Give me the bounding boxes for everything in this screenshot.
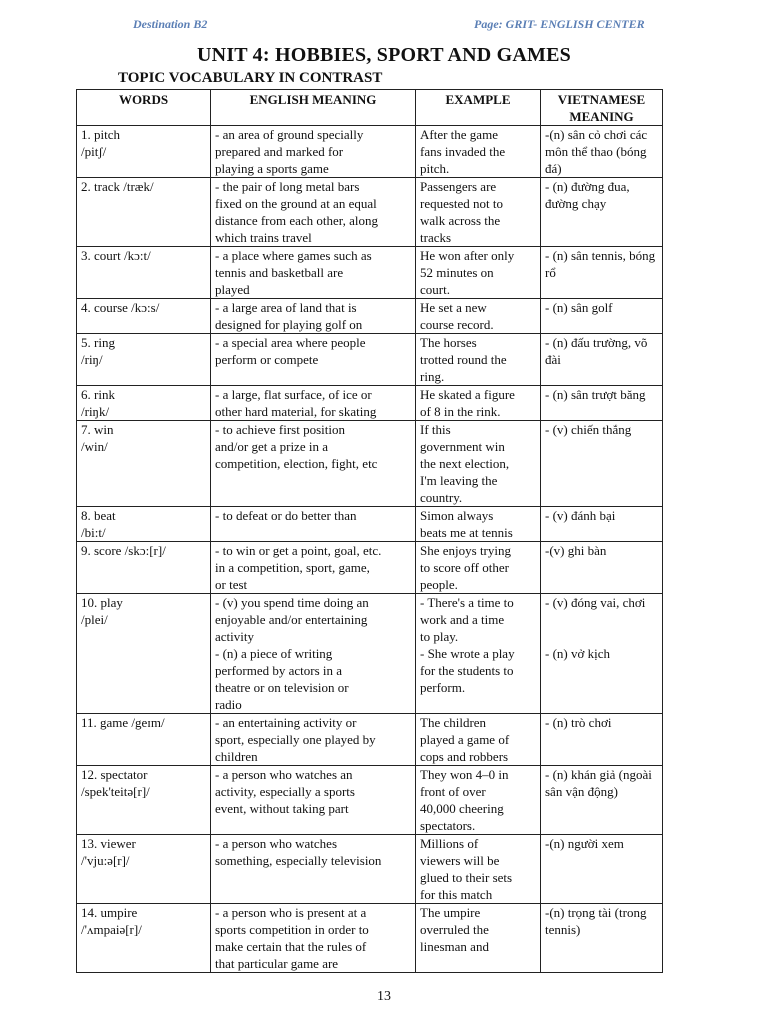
cell-line: work and a time [420, 612, 505, 627]
cell-line: country. [420, 490, 463, 505]
cell-line: 1. pitch [81, 127, 120, 142]
column-header-english-meaning: ENGLISH MEANING [211, 90, 416, 126]
cell-example [416, 334, 541, 386]
topic-title: TOPIC VOCABULARY IN CONTRAST [118, 70, 383, 86]
cell-line: to play. [420, 629, 459, 644]
cell-line: - a person who watches an [215, 767, 353, 782]
cell-english-meaning [211, 835, 416, 904]
cell-line: distance from each other, along [215, 213, 378, 228]
cell-line: trotted round the [420, 352, 507, 367]
cell-line: - (n) a piece of writing [215, 646, 333, 661]
cell-line: front of over [420, 784, 486, 799]
cell-line: - (n) đấu trường, võ [545, 335, 648, 350]
cell-vietnamese-meaning [541, 766, 663, 835]
cell-line: designed for playing golf on [215, 317, 363, 332]
cell-word [77, 247, 211, 299]
cell-example [416, 904, 541, 973]
cell-line: court. [420, 282, 450, 297]
cell-line: ring. [420, 369, 445, 384]
cell-english-meaning [211, 178, 416, 247]
cell-line: môn thể thao (bóng [545, 144, 647, 159]
cell-line: If this [420, 422, 451, 437]
cell-english-meaning [211, 542, 416, 594]
cell-line: /'ʌmpaiə[r]/ [81, 922, 142, 937]
cell-line: /riŋk/ [81, 404, 110, 419]
cell-line: - an area of ground specially [215, 127, 364, 142]
cell-example [416, 126, 541, 178]
cell-line: 6. rink [81, 387, 115, 402]
cell-vietnamese-meaning [541, 421, 663, 507]
cell-line: - a large area of land that is [215, 300, 357, 315]
cell-line: perform or compete [215, 352, 319, 367]
cell-line: for this match [420, 887, 493, 902]
cell-line: 13. viewer [81, 836, 136, 851]
cell-line: fans invaded the [420, 144, 506, 159]
cell-line: /spek'teitə[r]/ [81, 784, 150, 799]
cell-line: competition, election, fight, etc [215, 456, 378, 471]
cell-vietnamese-meaning [541, 299, 663, 334]
cell-example [416, 507, 541, 542]
cell-line: She enjoys trying [420, 543, 511, 558]
cell-line: spectators. [420, 818, 476, 833]
cell-line: glued to their sets [420, 870, 513, 885]
cell-line: /'vju:ə[r]/ [81, 853, 130, 868]
cell-vietnamese-meaning [541, 594, 663, 714]
cell-line [545, 611, 658, 628]
cell-example [416, 835, 541, 904]
cell-line: for the students to [420, 663, 514, 678]
cell-line: - to achieve first position [215, 422, 345, 437]
cell-line: government win [420, 439, 505, 454]
cell-line: They won 4–0 in [420, 767, 509, 782]
cell-line: 9. score /skɔ:[r]/ [81, 543, 166, 558]
cell-word [77, 542, 211, 594]
cell-example [416, 178, 541, 247]
cell-line: He skated a figure [420, 387, 515, 402]
cell-line: pitch. [420, 161, 450, 176]
cell-example [416, 386, 541, 421]
cell-line: something, especially television [215, 853, 382, 868]
cell-line: - (n) sân tennis, bóng [545, 248, 656, 263]
cell-line: 52 minutes on [420, 265, 494, 280]
cell-line: activity [215, 629, 254, 644]
cell-line: - to win or get a point, goal, etc. [215, 543, 382, 558]
cell-line: tennis and basketball are [215, 265, 344, 280]
cell-line: viewers will be [420, 853, 500, 868]
cell-line: requested not to [420, 196, 504, 211]
cell-line: Simon always [420, 508, 494, 523]
cell-word [77, 714, 211, 766]
table-row [77, 542, 663, 594]
cell-line: - (n) sân golf [545, 300, 613, 315]
cell-line: cops and robbers [420, 749, 509, 764]
cell-word [77, 178, 211, 247]
cell-line: -(v) ghi bàn [545, 543, 607, 558]
cell-vietnamese-meaning [541, 542, 663, 594]
cell-line: - There's a time to [420, 595, 514, 610]
running-header [0, 17, 768, 35]
cell-vietnamese-meaning [541, 126, 663, 178]
cell-line: 10. play [81, 595, 123, 610]
cell-word [77, 386, 211, 421]
cell-line: walk across the [420, 213, 501, 228]
cell-line: - an entertaining activity or [215, 715, 357, 730]
cell-word [77, 126, 211, 178]
cell-line: - (v) you spend time doing an [215, 595, 369, 610]
cell-line: prepared and marked for [215, 144, 344, 159]
cell-line: - a person who watches [215, 836, 338, 851]
cell-english-meaning [211, 334, 416, 386]
cell-word [77, 904, 211, 973]
unit-title: UNIT 4: HOBBIES, SPORT AND GAMES [197, 44, 571, 66]
table-row [77, 386, 663, 421]
cell-line: beats me at tennis [420, 525, 513, 540]
cell-line: of 8 in the rink. [420, 404, 501, 419]
cell-line: theatre or on television or [215, 680, 349, 695]
cell-word [77, 334, 211, 386]
cell-line: I'm leaving the [420, 473, 498, 488]
table-row [77, 766, 663, 835]
cell-line: perform. [420, 680, 466, 695]
cell-line: sân vận động) [545, 784, 618, 799]
cell-example [416, 299, 541, 334]
cell-english-meaning [211, 247, 416, 299]
cell-line: - (n) khán giả (ngoài [545, 767, 652, 782]
cell-line: 2. track /træk/ [81, 179, 154, 194]
cell-line: course record. [420, 317, 494, 332]
cell-english-meaning [211, 507, 416, 542]
cell-line: linesman and [420, 939, 489, 954]
cell-example [416, 594, 541, 714]
cell-line: make certain that the rules of [215, 939, 367, 954]
cell-line: After the game [420, 127, 498, 142]
cell-line: played [215, 282, 250, 297]
table-row [77, 714, 663, 766]
page-number: 13 [377, 989, 391, 1004]
cell-line: played a game of [420, 732, 510, 747]
cell-word [77, 507, 211, 542]
cell-line: - She wrote a play [420, 646, 515, 661]
cell-vietnamese-meaning [541, 507, 663, 542]
table-row [77, 247, 663, 299]
cell-line: He won after only [420, 248, 515, 263]
cell-line: /pitʃ/ [81, 144, 107, 159]
cell-line: and/or get a prize in a [215, 439, 328, 454]
cell-line: The umpire [420, 905, 481, 920]
cell-line: enjoyable and/or entertaining [215, 612, 368, 627]
cell-line: - a person who is present at a [215, 905, 367, 920]
cell-english-meaning [211, 714, 416, 766]
cell-line: to score off other [420, 560, 509, 575]
cell-word [77, 594, 211, 714]
cell-line: performed by actors in a [215, 663, 343, 678]
header-book-title: Destination B2 [133, 17, 208, 31]
cell-line: 4. course /kɔ:s/ [81, 300, 160, 315]
table-header-row [77, 90, 663, 126]
cell-line: đài [545, 352, 561, 367]
cell-line: -(n) trọng tài (trong [545, 905, 647, 920]
cell-line: - a large, flat surface, of ice or [215, 387, 372, 402]
cell-vietnamese-meaning [541, 386, 663, 421]
cell-line: /bi:t/ [81, 525, 106, 540]
cell-line: 11. game /geɪm/ [81, 715, 165, 730]
cell-line: 14. umpire [81, 905, 138, 920]
cell-line: 5. ring [81, 335, 115, 350]
cell-line: - (n) trò chơi [545, 715, 612, 730]
cell-line: activity, especially a sports [215, 784, 355, 799]
cell-line: /win/ [81, 439, 108, 454]
cell-english-meaning [211, 421, 416, 507]
cell-line: - the pair of long metal bars [215, 179, 360, 194]
cell-english-meaning [211, 126, 416, 178]
cell-line: /riŋ/ [81, 352, 103, 367]
column-header-vietnamese-meaning: VIETNAMESE MEANING [541, 90, 663, 126]
cell-vietnamese-meaning [541, 904, 663, 973]
table-row [77, 334, 663, 386]
cell-vietnamese-meaning [541, 334, 663, 386]
table-row [77, 178, 663, 247]
cell-line: He set a new [420, 300, 487, 315]
cell-line: đường chạy [545, 196, 607, 211]
cell-line: playing a sports game [215, 161, 329, 176]
cell-line [545, 628, 658, 645]
cell-line: overruled the [420, 922, 489, 937]
table-row [77, 507, 663, 542]
cell-english-meaning [211, 299, 416, 334]
column-header-words: WORDS [77, 90, 211, 126]
cell-line: fixed on the ground at an equal [215, 196, 377, 211]
cell-line: the next election, [420, 456, 510, 471]
table-row [77, 904, 663, 973]
cell-line: 40,000 cheering [420, 801, 504, 816]
cell-vietnamese-meaning [541, 178, 663, 247]
cell-english-meaning [211, 386, 416, 421]
cell-line: - (v) chiến thắng [545, 422, 632, 437]
column-header-example: EXAMPLE [416, 90, 541, 126]
cell-example [416, 542, 541, 594]
cell-example [416, 714, 541, 766]
cell-example [416, 247, 541, 299]
table-row [77, 421, 663, 507]
cell-line: - (n) sân trượt băng [545, 387, 646, 402]
cell-line: 12. spectator [81, 767, 148, 782]
cell-english-meaning [211, 766, 416, 835]
cell-line: - a place where games such as [215, 248, 372, 263]
cell-line: sport, especially one played by [215, 732, 376, 747]
table-row [77, 299, 663, 334]
cell-word [77, 421, 211, 507]
cell-line: -(n) sân cỏ chơi các [545, 127, 648, 142]
cell-word [77, 766, 211, 835]
cell-line: which trains travel [215, 230, 312, 245]
cell-line: children [215, 749, 258, 764]
cell-line: or test [215, 577, 248, 592]
cell-line: 3. court /kɔ:t/ [81, 248, 151, 263]
cell-vietnamese-meaning [541, 835, 663, 904]
cell-line: other hard material, for skating [215, 404, 377, 419]
table-row [77, 835, 663, 904]
cell-example [416, 766, 541, 835]
cell-line: The children [420, 715, 487, 730]
cell-word [77, 299, 211, 334]
cell-line: - (n) vở kịch [545, 646, 610, 661]
cell-line: The horses [420, 335, 477, 350]
cell-line: - (v) đóng vai, chơi [545, 595, 646, 610]
cell-english-meaning [211, 594, 416, 714]
cell-word [77, 835, 211, 904]
cell-line: in a competition, sport, game, [215, 560, 370, 575]
table-row [77, 594, 663, 714]
cell-english-meaning [211, 904, 416, 973]
cell-vietnamese-meaning [541, 247, 663, 299]
cell-line: event, without taking part [215, 801, 349, 816]
cell-vietnamese-meaning [541, 714, 663, 766]
cell-line: rổ [545, 265, 556, 280]
cell-line: radio [215, 697, 242, 712]
cell-line: Millions of [420, 836, 479, 851]
cell-line: people. [420, 577, 458, 592]
cell-line: đá) [545, 161, 562, 176]
cell-line: sports competition in order to [215, 922, 369, 937]
cell-line: that particular game are [215, 956, 339, 971]
table-row [77, 126, 663, 178]
cell-example [416, 421, 541, 507]
cell-line: 8. beat [81, 508, 116, 523]
cell-line: - (v) đánh bại [545, 508, 616, 523]
cell-line: - to defeat or do better than [215, 508, 357, 523]
cell-line: 7. win [81, 422, 114, 437]
cell-line: tennis) [545, 922, 581, 937]
cell-line: tracks [420, 230, 452, 245]
cell-line: -(n) người xem [545, 836, 624, 851]
cell-line: - a special area where people [215, 335, 366, 350]
cell-line: /plei/ [81, 612, 108, 627]
vocabulary-table [76, 89, 663, 973]
cell-line: Passengers are [420, 179, 497, 194]
header-page-source: Page: GRIT- ENGLISH CENTER [474, 17, 645, 31]
cell-line: - (n) đường đua, [545, 179, 630, 194]
